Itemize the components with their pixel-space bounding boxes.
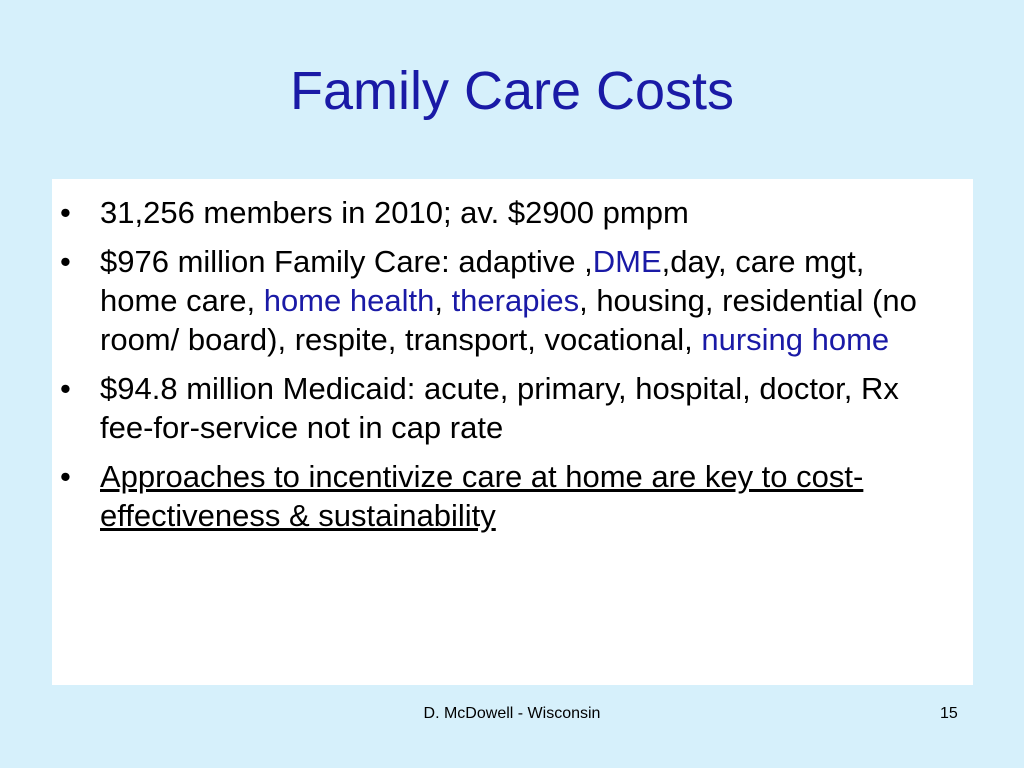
content-box [52, 179, 973, 685]
bullet-members [60, 193, 950, 232]
bullet-list [60, 193, 950, 545]
home-health-highlight: home health [263, 283, 435, 318]
bullet-medicaid [60, 369, 950, 447]
bullet-approaches-text: Approaches to incentivize care at home are key to cost-effectiveness & sustainability [100, 459, 864, 533]
dme-highlight: DME [592, 244, 662, 279]
bullet-family-care-text-3: , [434, 283, 452, 318]
bullet-family-care-text-4: , housing, residential (no room/ board), respite, transport, vocational, [100, 283, 917, 357]
bullet-marker: • [60, 371, 71, 406]
bullet-members-text: 31,256 members in 2010; av. $2900 pmpm [100, 195, 689, 230]
bullet-marker: • [60, 195, 71, 230]
page-number: 15 [940, 705, 958, 722]
bullet-family-care-text-1: $976 million Family Care: adaptive , [100, 244, 593, 279]
therapies-highlight: therapies [451, 283, 580, 318]
bullet-marker: • [60, 244, 71, 279]
bullet-marker: • [60, 459, 71, 494]
nursing-home-highlight: nursing home [701, 322, 890, 357]
bullet-approaches [60, 457, 950, 535]
bullet-medicaid-text: $94.8 million Medicaid: acute, primary, hospital, doctor, Rx fee-for-service not in cap rate [100, 371, 899, 445]
bullet-family-care-text-2: ,day, care mgt, home care, [100, 244, 865, 318]
footer-author: D. McDowell - Wisconsin [423, 705, 601, 722]
slide-title: Family Care Costs [289, 61, 735, 121]
bullet-family-care [60, 242, 950, 359]
